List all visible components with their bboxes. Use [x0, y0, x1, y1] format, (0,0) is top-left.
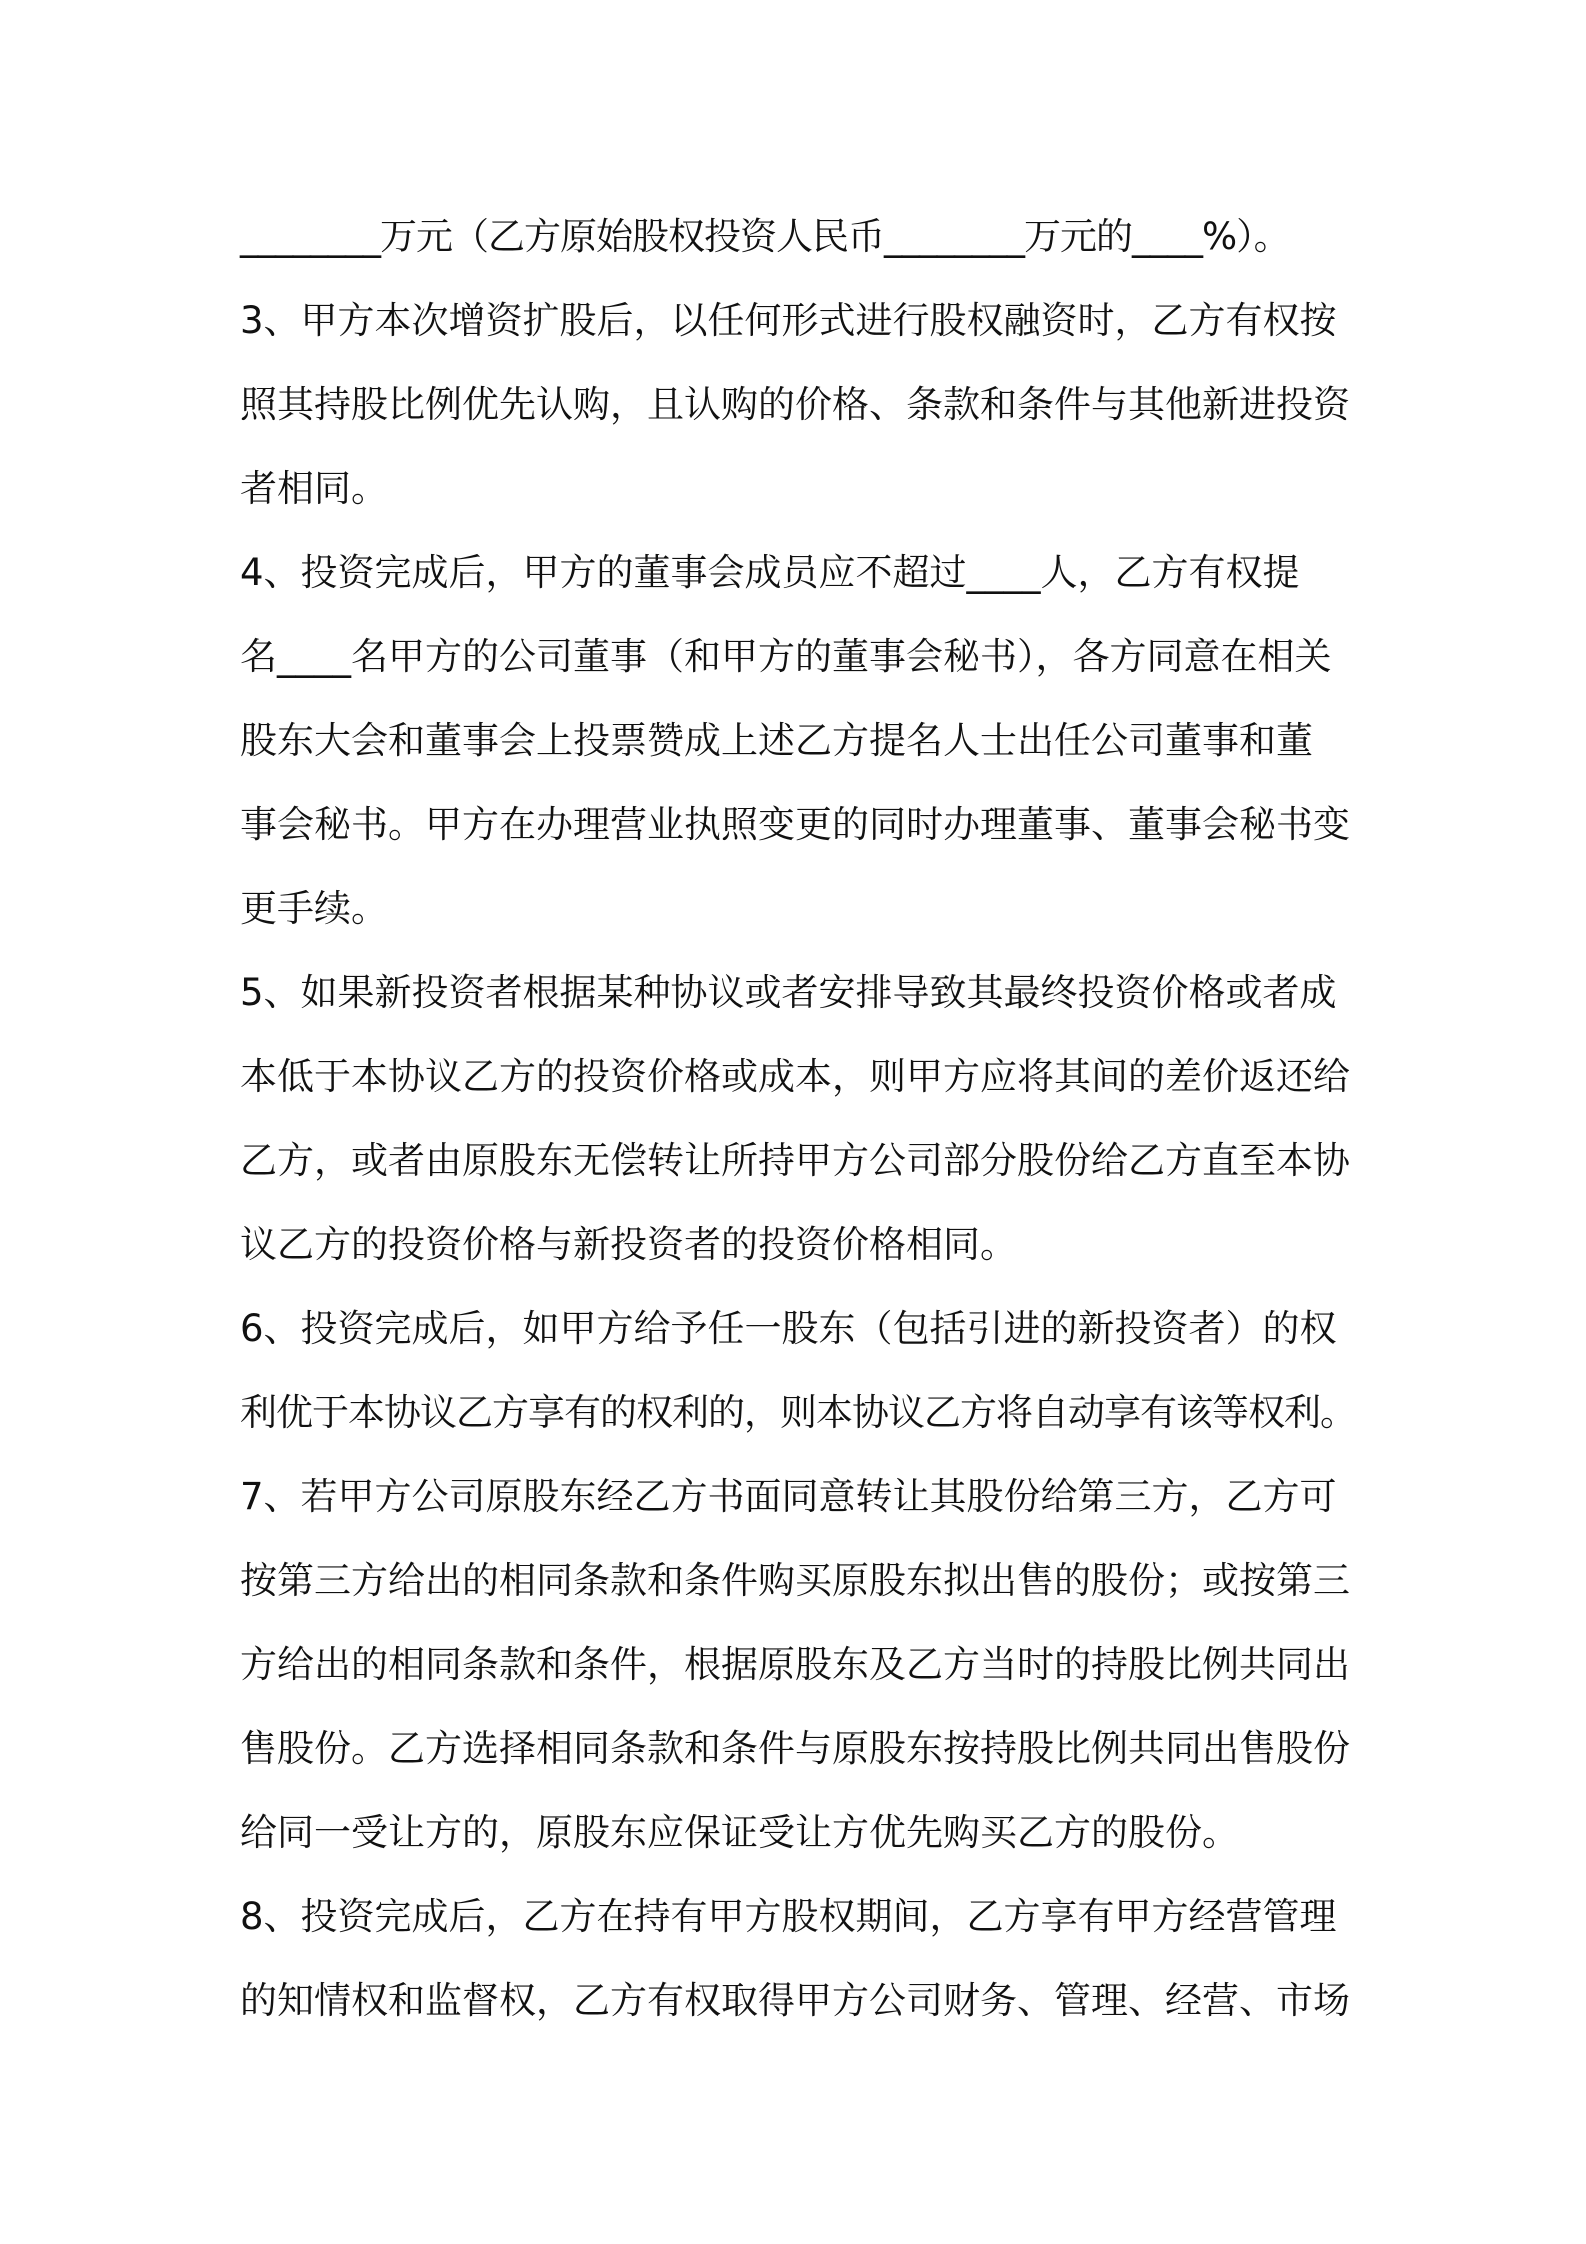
text-line: 7、若甲方公司原股东经乙方书面同意转让其股份给第三方，乙方可 [240, 1475, 1337, 1518]
text-line: 议乙方的投资价格与新投资者的投资价格相同。 [240, 1223, 1017, 1266]
text-line: 者相同。 [240, 467, 388, 510]
text-line: 3、甲方本次增资扩股后，以任何形式进行股权融资时，乙方有权按 [240, 299, 1337, 342]
text-line: 6、投资完成后，如甲方给予任一股东（包括引进的新投资者）的权 [240, 1307, 1337, 1350]
text-line: 售股份。乙方选择相同条款和条件与原股东按持股比例共同出售股份 [240, 1727, 1350, 1770]
text-line: 更手续。 [240, 887, 388, 930]
text-line: 利优于本协议乙方享有的权利的，则本协议乙方将自动享有该等权利。 [240, 1391, 1356, 1434]
text-line: 按第三方给出的相同条款和条件购买原股东拟出售的股份；或按第三 [240, 1559, 1350, 1602]
text-line: 给同一受让方的，原股东应保证受让方优先购买乙方的股份。 [240, 1811, 1239, 1854]
text-line: 本低于本协议乙方的投资价格或成本，则甲方应将其间的差价返还给 [240, 1055, 1350, 1098]
text-line: 5、如果新投资者根据某种协议或者安排导致其最终投资价格或者成 [240, 971, 1337, 1014]
text-line: 照其持股比例优先认购，且认购的价格、条款和条件与其他新进投资 [240, 383, 1350, 426]
text-line: 乙方，或者由原股东无偿转让所持甲方公司部分股份给乙方直至本协 [240, 1139, 1350, 1182]
text-line: 事会秘书。甲方在办理营业执照变更的同时办理董事、董事会秘书变 [240, 803, 1350, 846]
text-line: 股东大会和董事会上投票赞成上述乙方提名人士出任公司董事和董 [240, 719, 1313, 762]
text-line: 4、投资完成后，甲方的董事会成员应不超过____人，乙方有权提 [240, 551, 1300, 594]
document-body [240, 195, 1370, 2043]
text-line: ________万元（乙方原始股权投资人民币________万元的____%）。 [240, 215, 1290, 258]
text-line: 的知情权和监督权，乙方有权取得甲方公司财务、管理、经营、市场 [240, 1979, 1350, 2022]
text-line: 名____名甲方的公司董事（和甲方的董事会秘书），各方同意在相关 [240, 635, 1332, 678]
text-line: 8、投资完成后，乙方在持有甲方股权期间，乙方享有甲方经营管理 [240, 1895, 1337, 1938]
text-line: 方给出的相同条款和条件，根据原股东及乙方当时的持股比例共同出 [240, 1643, 1350, 1686]
